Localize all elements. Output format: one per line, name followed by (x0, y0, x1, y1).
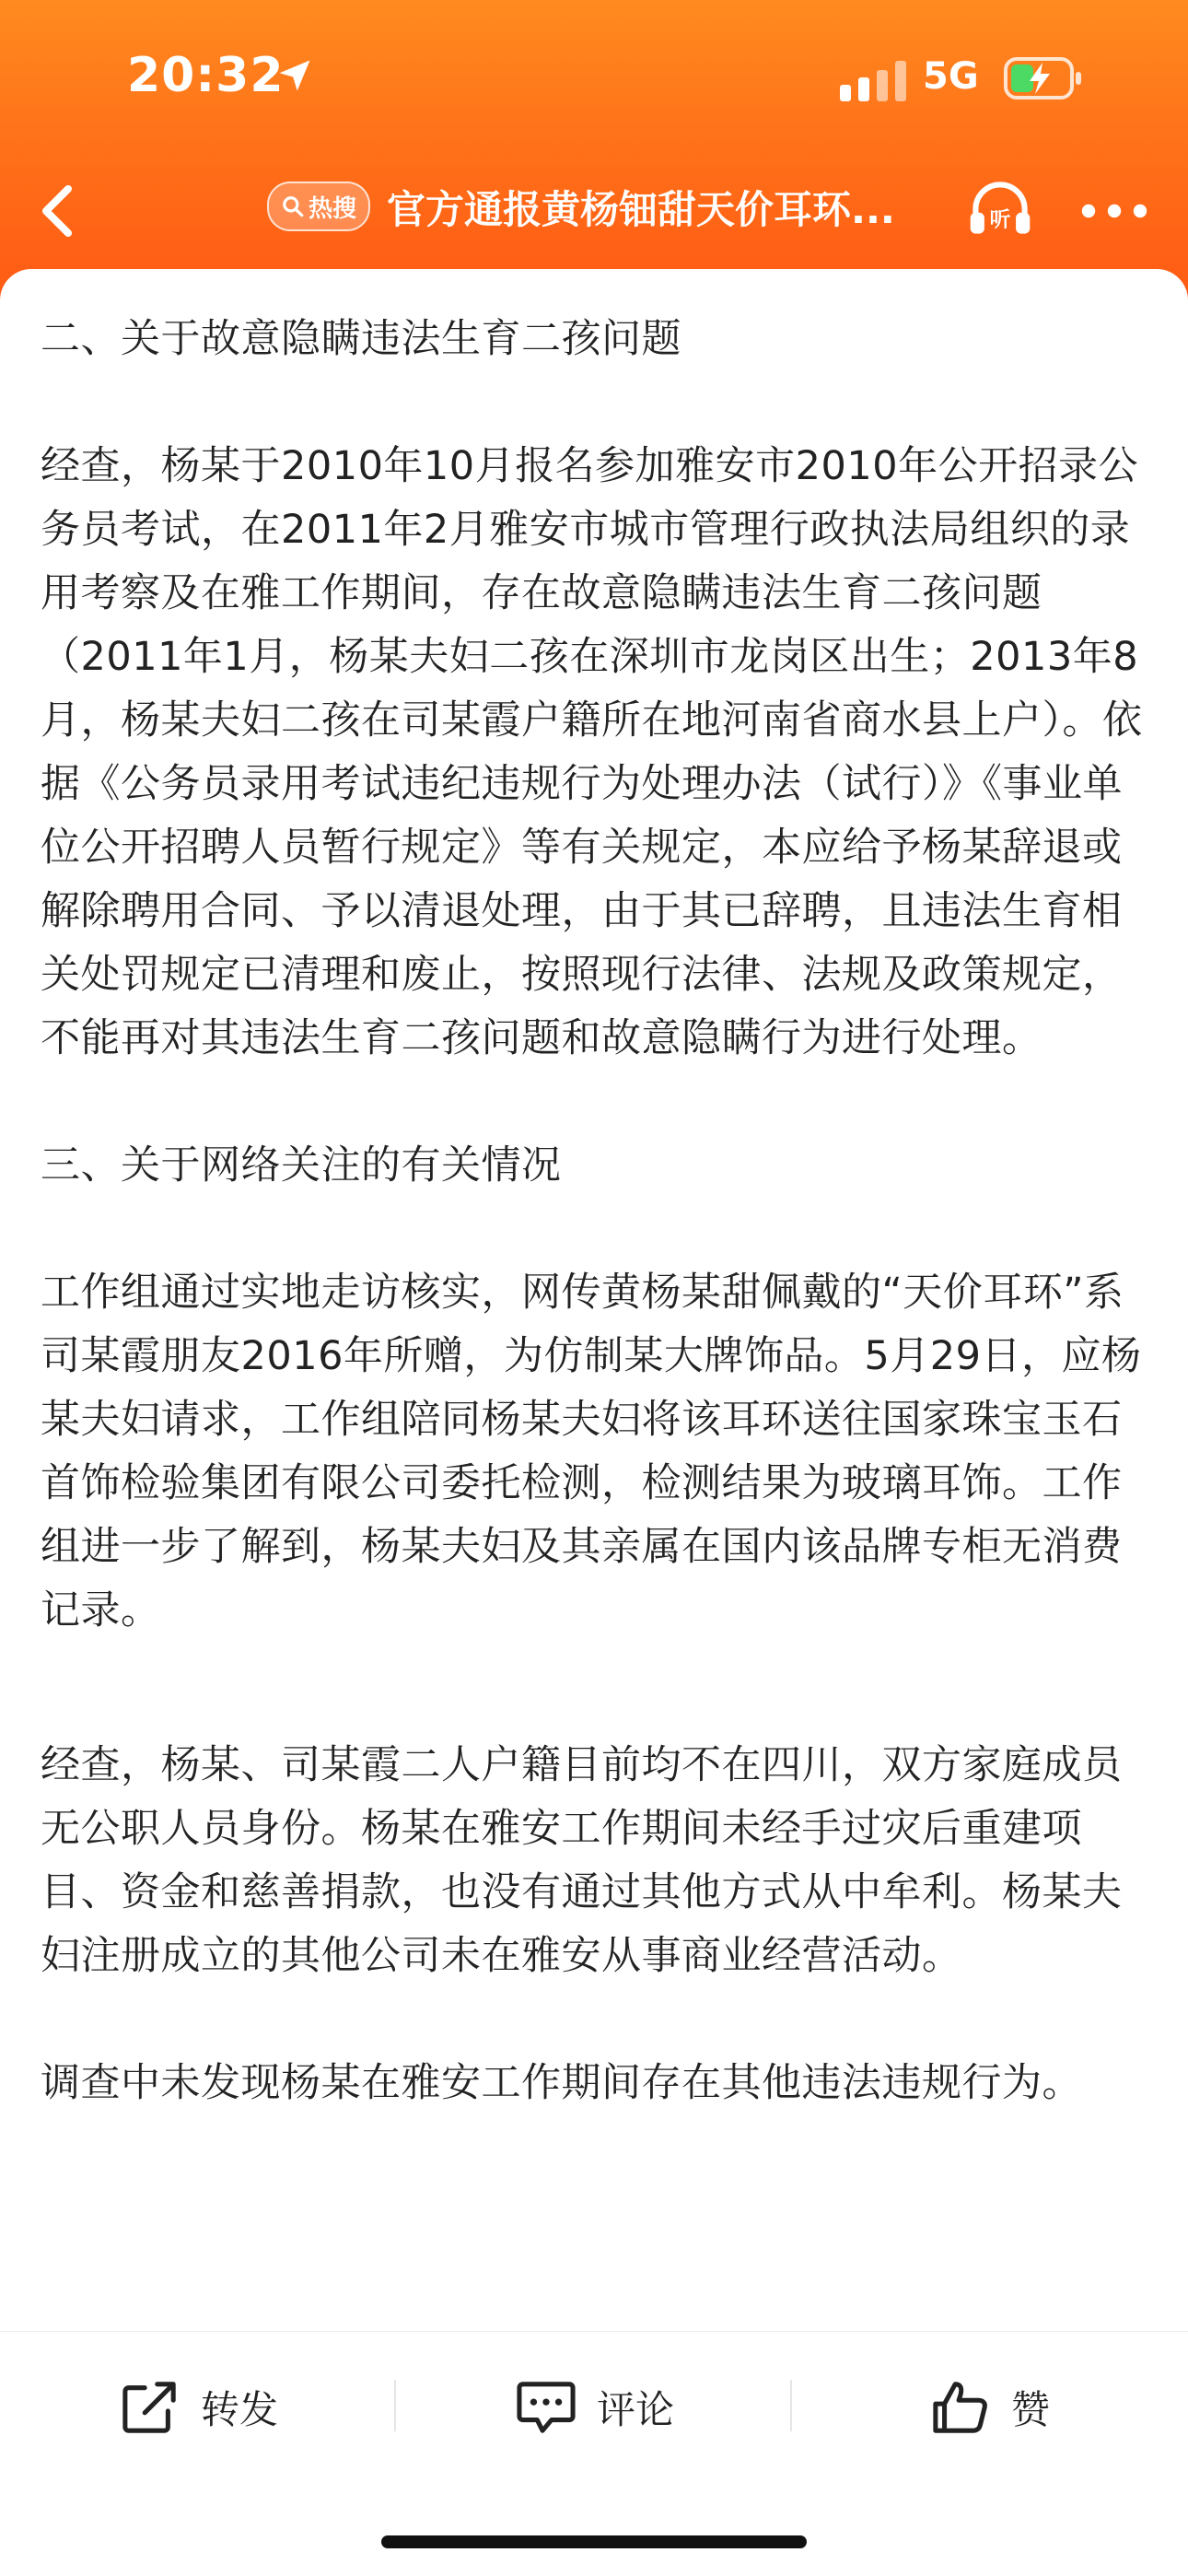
article-paragraph: 调查中未发现杨某在雅安工作期间存在其他违法违规行为。 (41, 2060, 1082, 2106)
comment-label: 评论 (597, 2387, 675, 2432)
section-heading: 二、关于故意隐瞒违法生育二孩问题 (41, 316, 681, 362)
back-button[interactable] (24, 174, 92, 248)
nav-bar (0, 161, 1188, 263)
comment-bubble-icon (516, 2379, 577, 2436)
search-icon (281, 194, 305, 218)
home-indicator (381, 2535, 807, 2548)
divider (394, 2380, 396, 2431)
location-arrow-icon (274, 55, 315, 96)
comment-button[interactable] (516, 2371, 674, 2444)
article-paragraph: 经查，杨某、司某霞二人户籍目前均不在四川，双方家庭成员无公职人员身份。杨某在雅安工作期间未经手过灾后重建项目、资金和慈善捐款，也没有通过其他方式从中牟利。杨某夫妇注册成立的其他公司未在雅安从事商业经营活动。 (41, 1742, 1123, 1979)
share-arrow-icon (120, 2379, 181, 2436)
status-bar (0, 0, 1188, 157)
like-label: 赞 (1011, 2387, 1051, 2432)
hot-search-label: 热搜 (308, 194, 356, 223)
more-dots-icon[interactable] (1077, 185, 1151, 237)
share-button[interactable] (120, 2371, 278, 2444)
like-button[interactable] (930, 2371, 1050, 2444)
signal-bars-icon (840, 61, 910, 101)
article-paragraph: 工作组通过实地走访核实，网传黄杨某甜佩戴的“天价耳环”系司某霞朋友2016年所赠，为仿制某大牌饰品。5月29日，应杨某夫妇请求，工作组陪同杨某夫妇将该耳环送往国家珠宝玉石首饰检验集团有限公司委托检测，检测结果为玻璃耳饰。工作组进一步了解到，杨某夫妇及其亲属在国内该品牌专柜无消费记录。 (41, 1270, 1142, 1633)
thumbs-up-icon (930, 2379, 991, 2436)
share-label: 转发 (201, 2387, 279, 2432)
status-time: 20:32 (127, 48, 285, 103)
content-card (0, 269, 1188, 2576)
article-paragraph: 经查，杨某于2010年10月报名参加雅安市2010年公开招录公务员考试，在2011年2月雅安市城市管理行政执法局组织的录用考察及在雅工作期间，存在故意隐瞒违法生育二孩问题（2011年1月，杨某夫妇二孩在深圳市龙岗区出生；2013年8月，杨某夫妇二孩在司某霞户籍所在地河南省商水县上户）。依据《公务员录用考试违纪违规行为处理办法（试行）》《事业单位公开招聘人员暂行规定》等有关规定，本应给予杨某辞退或解除聘用合同、予以清退处理，由于其已辞聘，且违法生育相关处罚规定已清理和废止，按照现行法律、法规及政策规定，不能再对其违法生育二孩问题和故意隐瞒行为进行处理。 (41, 443, 1143, 1061)
listen-button[interactable] (965, 174, 1035, 244)
section-heading: 三、关于网络关注的有关情况 (41, 1142, 562, 1188)
listen-label: 听 (989, 208, 1011, 232)
divider (790, 2380, 792, 2431)
network-label: 5G (923, 55, 979, 98)
hot-search-badge[interactable] (267, 181, 370, 231)
battery-charging-icon (1004, 57, 1083, 100)
page-title: 官方通报黄杨钿甜天价耳环... (387, 187, 895, 232)
action-bar (0, 2331, 1188, 2488)
article-body (41, 308, 1155, 2179)
